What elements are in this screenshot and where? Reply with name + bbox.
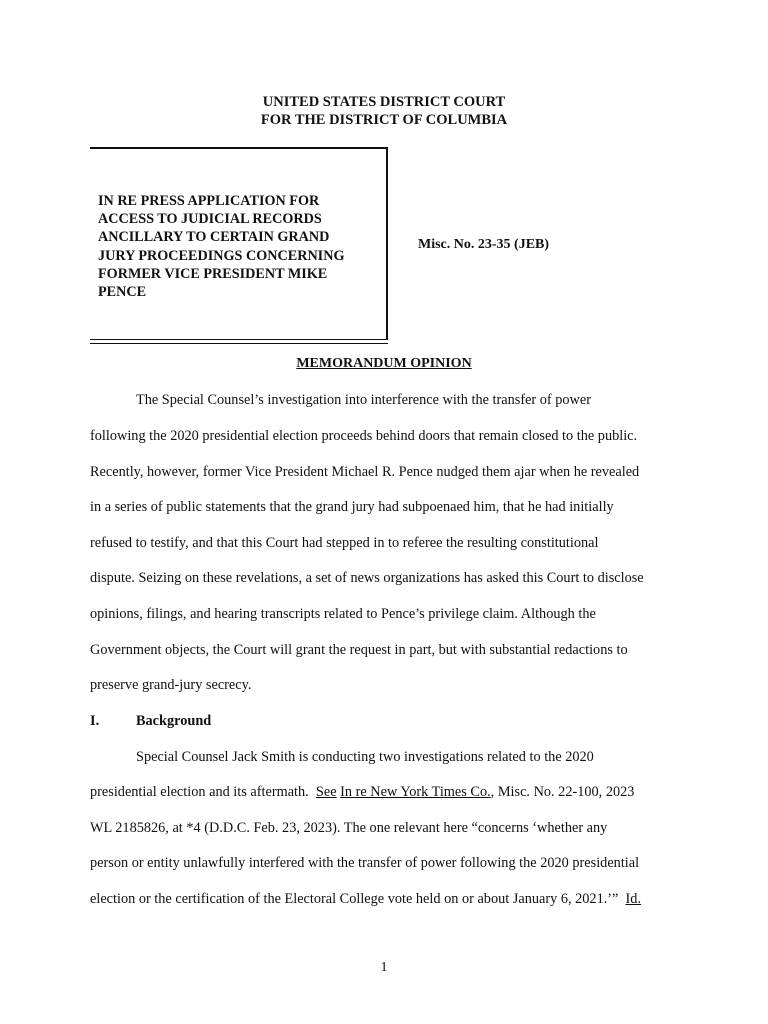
body-line: The Special Counsel’s investigation into interference with the transfer of power bbox=[136, 392, 591, 408]
text-run: election or the certification of the Electoral College vote held on or about January 6, 2021.’” bbox=[90, 891, 626, 907]
body-line: Special Counsel Jack Smith is conducting two investigations related to the 2020 bbox=[136, 749, 594, 765]
body-line: preserve grand-jury secrecy. bbox=[90, 677, 252, 693]
case-number: Misc. No. 23-35 (JEB) bbox=[418, 237, 550, 252]
body-line: refused to testify, and that this Court had stepped in to referee the resulting constitutional bbox=[90, 535, 599, 551]
body-line: WL 2185826, at *4 (D.D.C. Feb. 23, 2023). The one relevant here “concerns ‘whether any bbox=[90, 820, 608, 836]
section-number: I. bbox=[90, 713, 100, 729]
caption-rule-2 bbox=[90, 343, 388, 344]
body-line bbox=[90, 784, 634, 801]
signal-see: See bbox=[315, 784, 337, 800]
body-line: opinions, filings, and hearing transcripts related to Pence’s privilege claim. Although the bbox=[90, 606, 596, 622]
body-line: following the 2020 presidential election proceeds behind doors that remain closed to the public. bbox=[90, 428, 638, 444]
section-heading: Background bbox=[136, 713, 212, 729]
citation-id: Id. bbox=[625, 891, 642, 907]
court-name: UNITED STATES DISTRICT COURT bbox=[262, 94, 506, 110]
page-number: 1 bbox=[380, 960, 388, 975]
text-run: presidential election and its aftermath. bbox=[90, 784, 316, 800]
court-district: FOR THE DISTRICT OF COLUMBIA bbox=[260, 112, 508, 128]
body-line: person or entity unlawfully interfered with the transfer of power following the 2020 presidential bbox=[90, 855, 640, 871]
body-line: in a series of public statements that the grand jury had subpoenaed him, that he had initially bbox=[90, 499, 614, 515]
court-header bbox=[0, 93, 768, 129]
case-caption-box bbox=[90, 147, 388, 340]
memorandum-title: MEMORANDUM OPINION bbox=[296, 356, 472, 371]
body-line: dispute. Seizing on these revelations, a set of news organizations has asked this Court to disclose bbox=[90, 570, 644, 586]
body-line: Recently, however, former Vice President Michael R. Pence nudged them ajar when he revealed bbox=[90, 464, 640, 480]
body-line bbox=[90, 891, 641, 908]
body-line: Government objects, the Court will grant the request in part, but with substantial redactions to bbox=[90, 642, 628, 658]
caption-rule-1 bbox=[90, 339, 388, 340]
case-citation: In re New York Times Co. bbox=[340, 784, 491, 800]
caption-title: IN RE PRESS APPLICATION FOR ACCESS TO JUDICIAL RECORDS ANCILLARY TO CERTAIN GRAND JURY PROCEEDINGS CONCERNING FORMER VICE PRESIDENT MIKE PENCE bbox=[98, 193, 345, 301]
text-run: , Misc. No. 22-100, 2023 bbox=[490, 784, 635, 800]
